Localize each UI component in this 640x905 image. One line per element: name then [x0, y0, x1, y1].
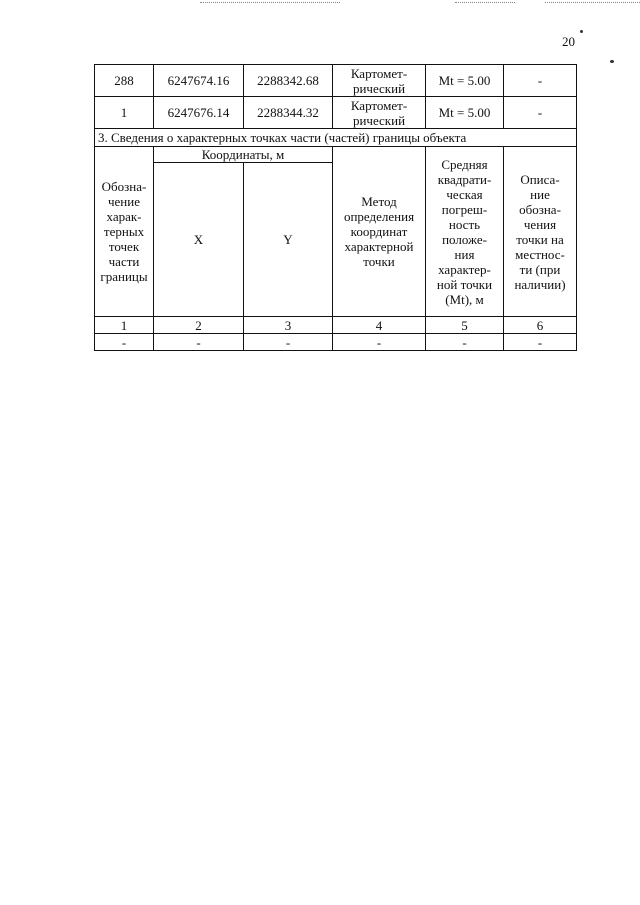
scan-artifact-line [545, 2, 640, 4]
coord-y: 2288342.68 [244, 65, 333, 97]
scan-speck [610, 60, 614, 63]
empty-cell: - [426, 334, 504, 351]
empty-cell: - [244, 334, 333, 351]
scan-speck [580, 30, 583, 33]
page-number: 20 [562, 34, 575, 49]
empty-cell: - [154, 334, 244, 351]
y-header: Y [244, 163, 333, 317]
empty-cell: - [333, 334, 426, 351]
description-cell: - [504, 97, 577, 129]
point-id: 1 [95, 97, 154, 129]
description-cell: - [504, 65, 577, 97]
table-row [95, 97, 577, 129]
coord-x: 6247676.14 [154, 97, 244, 129]
x-header: X [154, 163, 244, 317]
column-numbers-row [95, 317, 577, 334]
column-number: 1 [95, 317, 154, 334]
coord-x: 6247674.16 [154, 65, 244, 97]
method-header: Метод определения координат характерной точки [333, 147, 426, 317]
column-number: 6 [504, 317, 577, 334]
header-row [95, 147, 577, 163]
accuracy-header: Средняя квадрати- ческая погреш- ность положе- ния характер- ной точки (Mt), м [426, 147, 504, 317]
column-number: 3 [244, 317, 333, 334]
scan-artifact-line [200, 2, 340, 4]
empty-cell: - [95, 334, 154, 351]
column-number: 4 [333, 317, 426, 334]
column-number: 5 [426, 317, 504, 334]
coord-y: 2288344.32 [244, 97, 333, 129]
accuracy-cell: Mt = 5.00 [426, 97, 504, 129]
coordinates-header: Координаты, м [154, 147, 333, 163]
point-id: 288 [95, 65, 154, 97]
table-row [95, 65, 577, 97]
empty-cell: - [504, 334, 577, 351]
table-row [95, 334, 577, 351]
column-number: 2 [154, 317, 244, 334]
method-cell: Картомет- рический [333, 65, 426, 97]
section-title: 3. Сведения о характерных точках части (частей) границы объекта [95, 129, 577, 147]
scan-artifact-line [455, 2, 515, 4]
method-cell: Картомет- рический [333, 97, 426, 129]
boundary-points-table [94, 64, 577, 351]
description-header: Описа- ние обозна- чения точки на местнос- ти (при наличии) [504, 147, 577, 317]
section-row [95, 129, 577, 147]
accuracy-cell: Mt = 5.00 [426, 65, 504, 97]
designation-header: Обозна- чение харак- терных точек части границы [95, 147, 154, 317]
